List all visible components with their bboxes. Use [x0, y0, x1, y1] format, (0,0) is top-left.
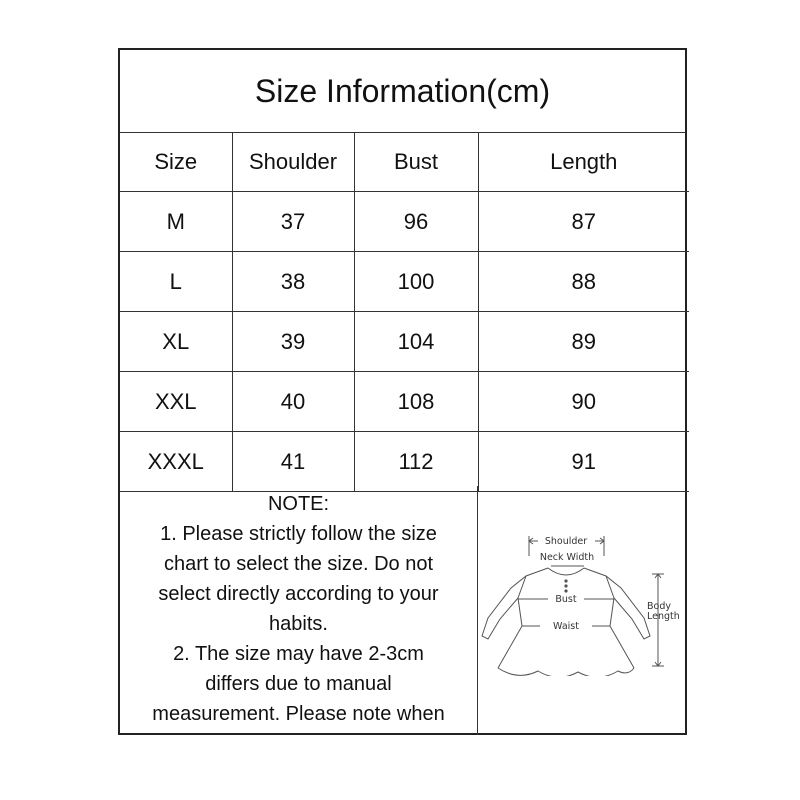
cell-bust: 108: [354, 372, 478, 432]
table-row: [120, 372, 689, 432]
header-shoulder: Shoulder: [232, 132, 354, 192]
note-line: 2. The size may have 2-3cm: [173, 643, 424, 665]
header-length: Length: [478, 132, 689, 192]
note-line: habits.: [269, 613, 328, 635]
note-line: differs due to manual: [205, 673, 392, 695]
chart-title: Size Information(cm): [120, 50, 685, 133]
cell-size: XL: [120, 312, 232, 372]
body-label: Body: [647, 601, 671, 612]
cell-length: 90: [478, 372, 689, 432]
size-chart: [118, 48, 687, 735]
note-line: measurement. Please note when: [152, 703, 445, 725]
cell-bust: 96: [354, 192, 478, 252]
note-line: select directly according to your: [158, 583, 439, 605]
cell-length: 87: [478, 192, 689, 252]
size-table: [120, 132, 689, 492]
length-label: Length: [647, 611, 680, 622]
cell-shoulder: 41: [232, 432, 354, 492]
header-bust: Bust: [354, 132, 478, 192]
cell-length: 88: [478, 252, 689, 312]
table-row: [120, 312, 689, 372]
shoulder-label: Shoulder: [544, 536, 588, 547]
cell-bust: 104: [354, 312, 478, 372]
table-row: [120, 192, 689, 252]
neck-width-label: Neck Width: [539, 552, 595, 563]
measurement-diagram: [478, 486, 687, 735]
cell-length: 89: [478, 312, 689, 372]
cell-shoulder: 37: [232, 192, 354, 252]
cell-shoulder: 40: [232, 372, 354, 432]
cell-size: XXL: [120, 372, 232, 432]
table-row: [120, 252, 689, 312]
header-size: Size: [120, 132, 232, 192]
note-line: 1. Please strictly follow the size: [160, 523, 437, 545]
bust-label: Bust: [555, 594, 577, 605]
dress-measurement-icon: [478, 526, 687, 676]
note-text: [120, 486, 478, 735]
cell-size: M: [120, 192, 232, 252]
waist-label: Waist: [553, 621, 579, 632]
header-row: [120, 132, 689, 192]
note-line: chart to select the size. Do not: [163, 553, 434, 575]
cell-shoulder: 38: [232, 252, 354, 312]
note-heading: NOTE:: [267, 493, 330, 515]
cell-bust: 112: [354, 432, 478, 492]
cell-shoulder: 39: [232, 312, 354, 372]
cell-size: L: [120, 252, 232, 312]
cell-size: XXXL: [120, 432, 232, 492]
table-row: [120, 432, 689, 492]
cell-length: 91: [478, 432, 689, 492]
notes-area: [120, 486, 685, 735]
cell-bust: 100: [354, 252, 478, 312]
